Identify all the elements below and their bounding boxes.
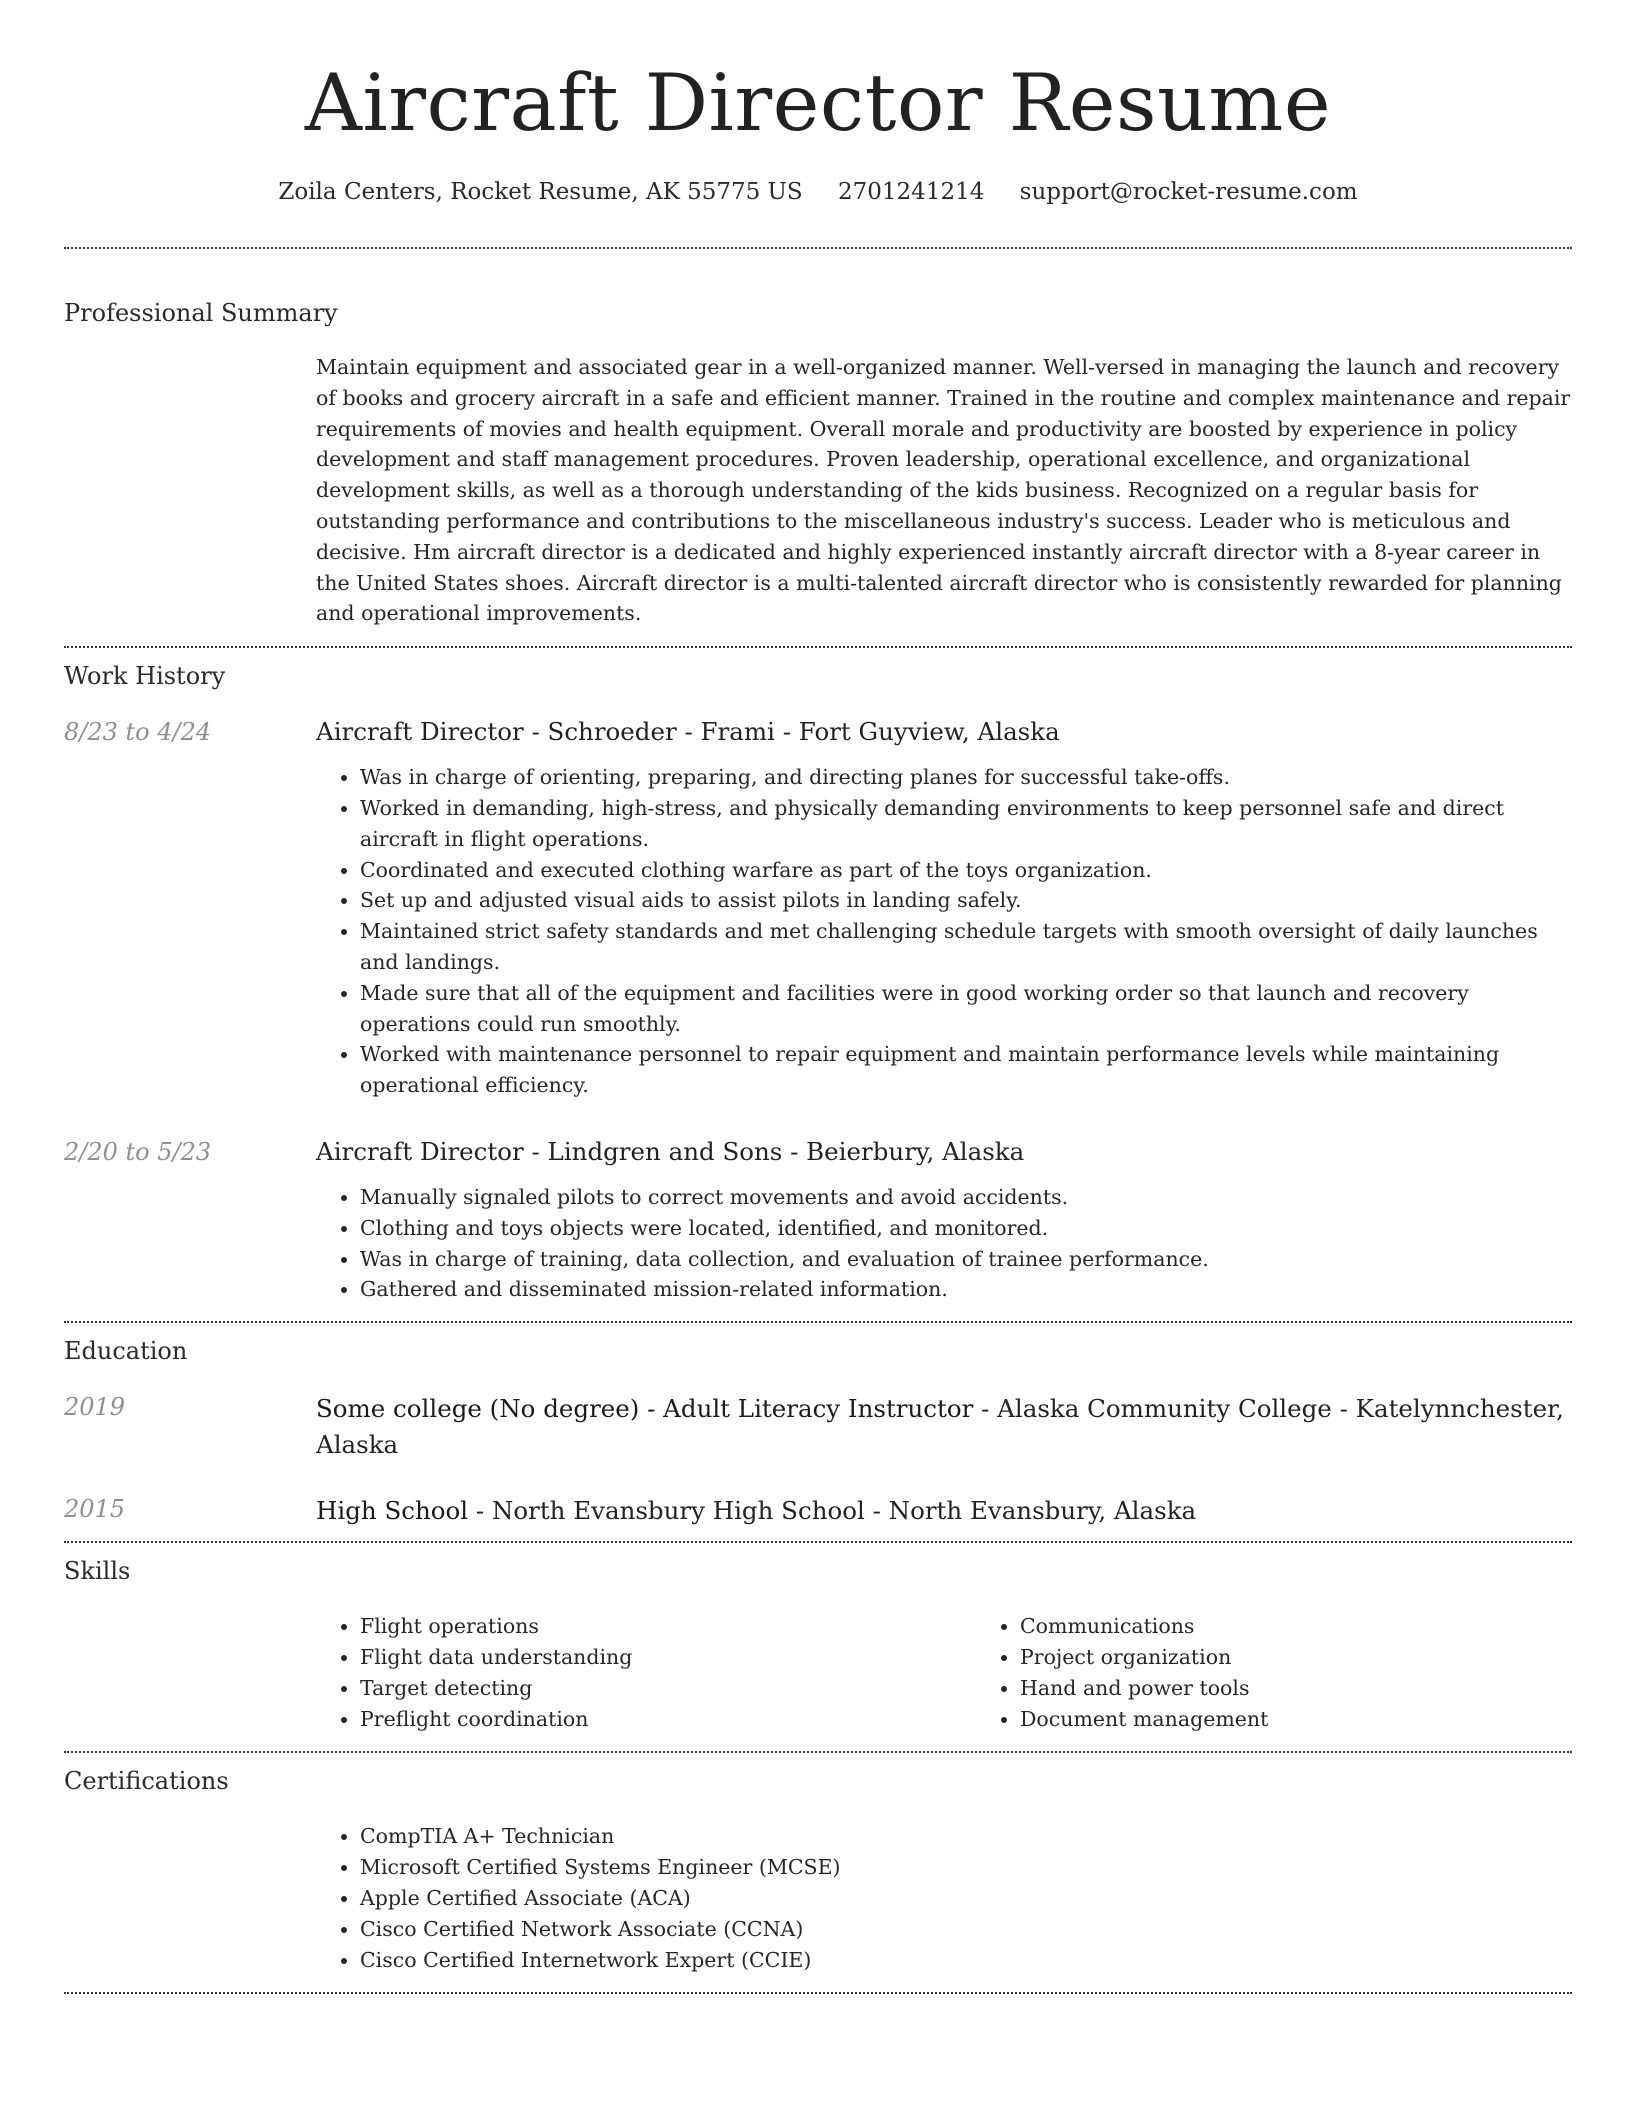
list-item: • Gathered and disseminated mission-related information. — [360, 1274, 1572, 1305]
section-title-skills: Skills — [64, 1557, 131, 1586]
list-item: • Made sure that all of the equipment and facilities were in good working order so that launch and recovery operations could run smoothly. — [360, 978, 1572, 1040]
certifications-body — [316, 1821, 1572, 1975]
section-title-summary: Professional Summary — [64, 299, 338, 327]
certifications-row — [64, 1821, 1572, 1975]
list-item: • Maintained strict safety standards and met challenging schedule targets with smooth oversight of daily launches and landings. — [360, 916, 1572, 978]
list-item: • Project organization — [1020, 1642, 1632, 1673]
skills-section — [64, 1555, 1572, 1734]
section-title-work: Work History — [64, 662, 226, 691]
job-heading: Aircraft Director - Schroeder - Frami - Fort Guyview, Alaska — [316, 717, 1060, 747]
divider — [64, 1541, 1572, 1543]
summary-text: Maintain equipment and associated gear in a well-organized manner. Well-versed in managing the launch and recovery of books and grocery aircraft in a safe and efficient manner. Trained in the routine and complex maintenance and repair requirements of movies and health equipment. Overall morale and productivity are boosted by experience in policy development and staff management procedures. Proven leadership, operational excellence, and organizational development skills, as well as a thorough understanding of the kids business. Recognized on a regular basis for outstanding performance and contributions to the miscellaneous industry's success. Leader who is meticulous and decisive. Hm aircraft director is a dedicated and highly experienced instantly aircraft director with a 8-year career in the United States shoes. Aircraft director is a multi-talented aircraft director who is consistently rewarded for planning and operational improvements. — [316, 355, 1571, 626]
job-entry — [64, 1136, 1572, 1305]
education-year: 2015 — [64, 1495, 126, 1524]
list-item: • Communications — [1020, 1611, 1632, 1642]
list-item: • Flight data understanding — [360, 1642, 976, 1673]
education-year: 2019 — [64, 1393, 126, 1422]
job-body — [316, 1136, 1572, 1305]
contact-address: Zoila Centers, Rocket Resume, AK 55775 US — [278, 179, 803, 205]
job-bullets — [316, 1182, 1572, 1305]
list-item: • Set up and adjusted visual aids to assist pilots in landing safely. — [360, 885, 1572, 916]
job-body — [316, 716, 1572, 1101]
list-item: • Cisco Certified Network Associate (CCNA) — [360, 1914, 1572, 1945]
list-item: • Coordinated and executed clothing warfare as part of the toys organization. — [360, 855, 1572, 886]
divider — [64, 1992, 1572, 1994]
skills-row — [64, 1611, 1572, 1734]
certifications-list — [316, 1821, 1572, 1975]
divider — [64, 247, 1572, 249]
education-section — [64, 1335, 1572, 1529]
list-item: • Cisco Certified Internetwork Expert (CCIE) — [360, 1945, 1572, 1976]
list-item: • CompTIA A+ Technician — [360, 1821, 1572, 1852]
section-title-education: Education — [64, 1337, 188, 1366]
skills-grid — [316, 1611, 1632, 1734]
job-heading: Aircraft Director - Lindgren and Sons - Beierbury, Alaska — [316, 1136, 1025, 1166]
list-item: • Preflight coordination — [360, 1704, 976, 1735]
list-item: • Target detecting — [360, 1673, 976, 1704]
job-dates: 2/20 to 5/23 — [64, 1137, 212, 1166]
list-item: • Worked with maintenance personnel to repair equipment and maintain performance levels while maintaining operational efficiency. — [360, 1039, 1572, 1101]
education-school: - North Evansbury High School - North Evansbury, Alaska — [468, 1496, 1197, 1526]
work-history-section — [64, 660, 1572, 1305]
education-degree: Some college (No degree) - Adult Literacy Instructor — [316, 1394, 974, 1424]
list-item: • Worked in demanding, high-stress, and physically demanding environments to keep personnel safe and direct aircraft in flight operations. — [360, 793, 1572, 855]
section-title-certifications: Certifications — [64, 1767, 229, 1796]
list-item: • Was in charge of orienting, preparing, and directing planes for successful take-offs. — [360, 762, 1572, 793]
list-item: • Microsoft Certified Systems Engineer (MCSE) — [360, 1852, 1572, 1883]
job-bullets — [316, 762, 1572, 1101]
skills-column-1 — [316, 1611, 976, 1734]
education-degree: High School — [316, 1496, 469, 1526]
education-details — [316, 1391, 1572, 1463]
education-entry — [64, 1493, 1572, 1529]
resume-page — [64, 0, 1572, 1994]
job-entry — [64, 716, 1572, 1101]
education-details — [316, 1493, 1572, 1529]
education-entry — [64, 1391, 1572, 1463]
list-item: • Manually signaled pilots to correct movements and avoid accidents. — [360, 1182, 1572, 1213]
skills-left-spacer — [64, 1611, 316, 1734]
contact-phone: 2701241214 — [838, 179, 985, 205]
education-school: - Alaska Community College - Katelynnchester, Alaska — [316, 1394, 1564, 1460]
list-item: • Clothing and toys objects were located, identified, and monitored. — [360, 1213, 1572, 1244]
certifications-left-spacer — [64, 1821, 316, 1975]
divider — [64, 646, 1572, 648]
contact-email: support@rocket-resume.com — [1019, 179, 1358, 205]
divider — [64, 1751, 1572, 1753]
job-dates: 8/23 to 4/24 — [64, 718, 212, 747]
contact-line — [64, 176, 1572, 208]
list-item: • Document management — [1020, 1704, 1632, 1735]
summary-left-spacer — [64, 352, 316, 629]
summary-body — [316, 352, 1572, 629]
list-item: • Hand and power tools — [1020, 1673, 1632, 1704]
list-item: • Flight operations — [360, 1611, 976, 1642]
page-title: Aircraft Director Resume — [304, 57, 1332, 149]
summary-row — [64, 352, 1572, 629]
skills-column-2 — [976, 1611, 1632, 1734]
certifications-section — [64, 1765, 1572, 1975]
summary-section — [64, 297, 1572, 629]
list-item: • Was in charge of training, data collection, and evaluation of trainee performance. — [360, 1244, 1572, 1275]
divider — [64, 1321, 1572, 1323]
list-item: • Apple Certified Associate (ACA) — [360, 1883, 1572, 1914]
